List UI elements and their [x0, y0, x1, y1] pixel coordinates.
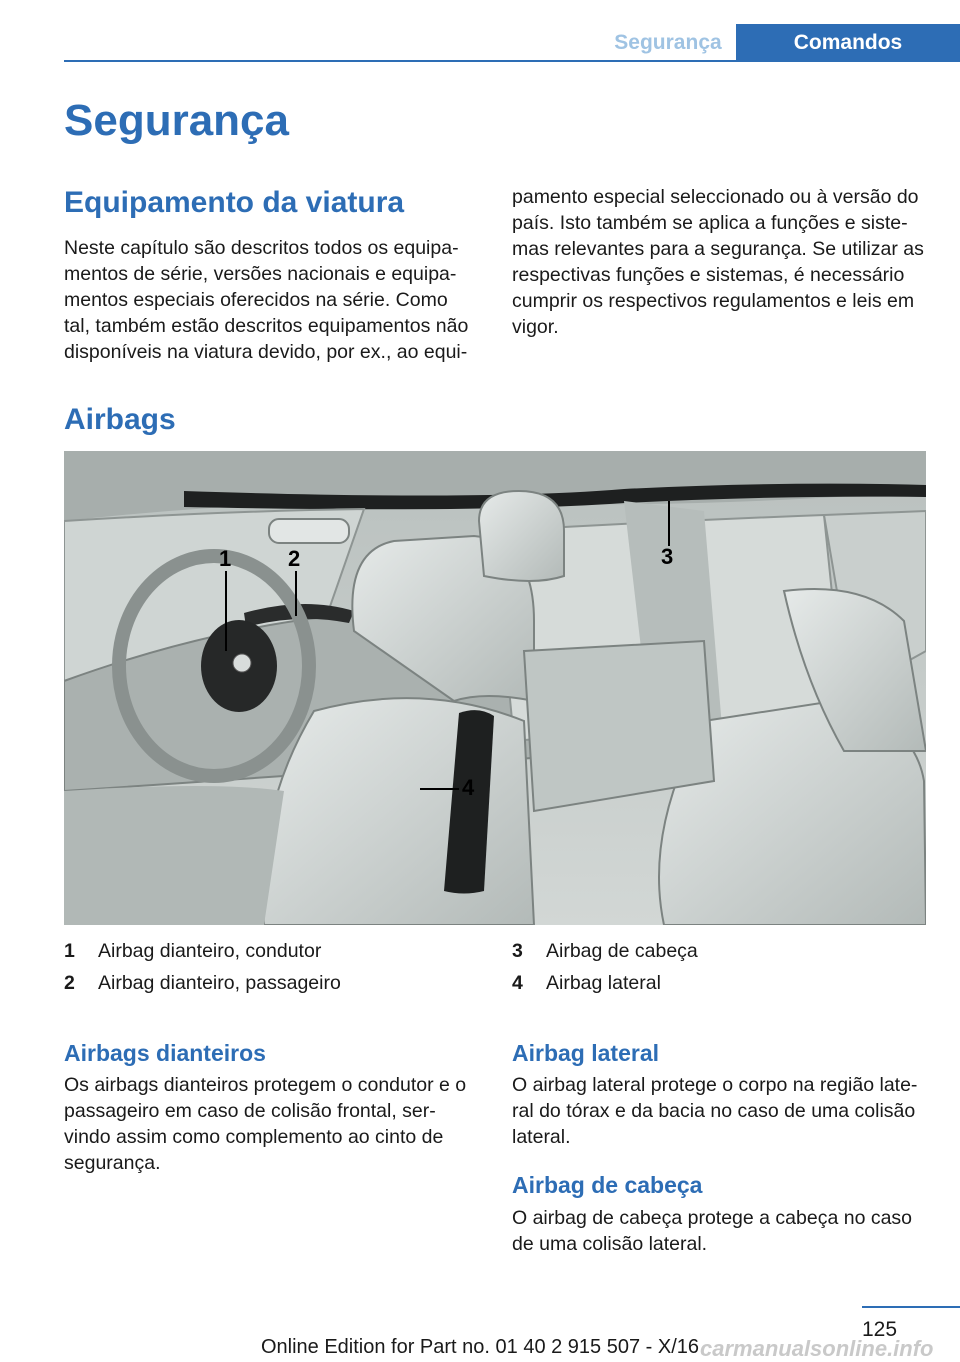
watermark: carmanualsonline.info: [700, 1336, 934, 1361]
legend-label: Airbag dianteiro, passageiro: [98, 972, 341, 994]
text-line: tal, também estão descritos equipamentos não: [64, 315, 469, 337]
car-interior-drawing: [64, 451, 926, 925]
front-airbags-text: [64, 1072, 494, 1176]
text-line: ral do tórax e da bacia no caso de uma colisão: [512, 1100, 916, 1122]
text-line: vindo assim como complemento ao cinto de: [64, 1126, 444, 1148]
text-line: mentos especiais oferecidos na série. Como: [64, 289, 448, 311]
head-airbag-text: [512, 1205, 942, 1257]
legend-label: Airbag dianteiro, condutor: [98, 940, 322, 962]
legend-label: Airbag de cabeça: [546, 940, 698, 962]
footer-rule: [862, 1306, 960, 1308]
legend-right: [512, 935, 932, 999]
airbag-illustration: [64, 451, 926, 925]
legend-number: 4: [512, 972, 523, 994]
head-airbag-heading: Airbag de cabeça: [512, 1172, 703, 1198]
text-line: vigor.: [512, 316, 559, 338]
legend-item: [64, 967, 484, 999]
section-tab: Segurança: [614, 31, 722, 54]
legend-number: 3: [512, 940, 523, 962]
legend-item: [64, 935, 484, 967]
legend-item: [512, 935, 932, 967]
text-line: de uma colisão lateral.: [512, 1233, 708, 1255]
text-line: lateral.: [512, 1126, 571, 1148]
equipment-heading: Equipamento da viatura: [64, 186, 405, 219]
legend-left: [64, 935, 484, 999]
text-line: país. Isto também se aplica a funções e siste‐: [512, 212, 908, 234]
text-line: disponíveis na viatura devido, por ex., ao equi‐: [64, 341, 468, 363]
side-airbag-text: [512, 1072, 942, 1150]
text-line: segurança.: [64, 1152, 161, 1174]
callout-3: 3: [661, 544, 674, 569]
text-line: Neste capítulo são descritos todos os equipa‐: [64, 237, 459, 259]
text-line: O airbag lateral protege o corpo na região late‐: [512, 1074, 918, 1096]
text-line: cumprir os respectivos regulamentos e leis em: [512, 290, 915, 312]
page-header: [0, 0, 960, 62]
text-line: passageiro em caso de colisão frontal, ser‐: [64, 1100, 436, 1122]
legend-item: [512, 967, 932, 999]
page-title: Segurança: [64, 96, 289, 145]
text-line: mentos de série, versões nacionais e equipa‐: [64, 263, 457, 285]
text-line: respectivas funções e sistemas, é necessário: [512, 264, 905, 286]
header-rule: [64, 60, 960, 62]
side-airbag-heading: Airbag lateral: [512, 1040, 659, 1066]
text-line: mas relevantes para a segurança. Se utilizar as: [512, 238, 924, 260]
callout-1: 1: [219, 546, 232, 571]
callout-2: 2: [288, 546, 301, 571]
legend-number: 2: [64, 972, 75, 994]
text-line: Os airbags dianteiros protegem o condutor e o: [64, 1074, 467, 1096]
equipment-text-col1: [64, 235, 484, 365]
equipment-text-col2: [512, 184, 942, 340]
airbags-heading: Airbags: [64, 403, 176, 436]
front-airbags-heading: Airbags dianteiros: [64, 1040, 266, 1066]
text-line: O airbag de cabeça protege a cabeça no caso: [512, 1207, 913, 1229]
text-line: pamento especial seleccionado ou à versão do: [512, 186, 919, 208]
callout-4: 4: [462, 775, 475, 800]
chapter-tab: Comandos: [736, 24, 960, 62]
edition-footer: Online Edition for Part no. 01 40 2 915 507 - X/16: [260, 1336, 700, 1358]
legend-label: Airbag lateral: [546, 972, 661, 994]
legend-number: 1: [64, 940, 75, 962]
page-number: 125: [862, 1318, 898, 1341]
